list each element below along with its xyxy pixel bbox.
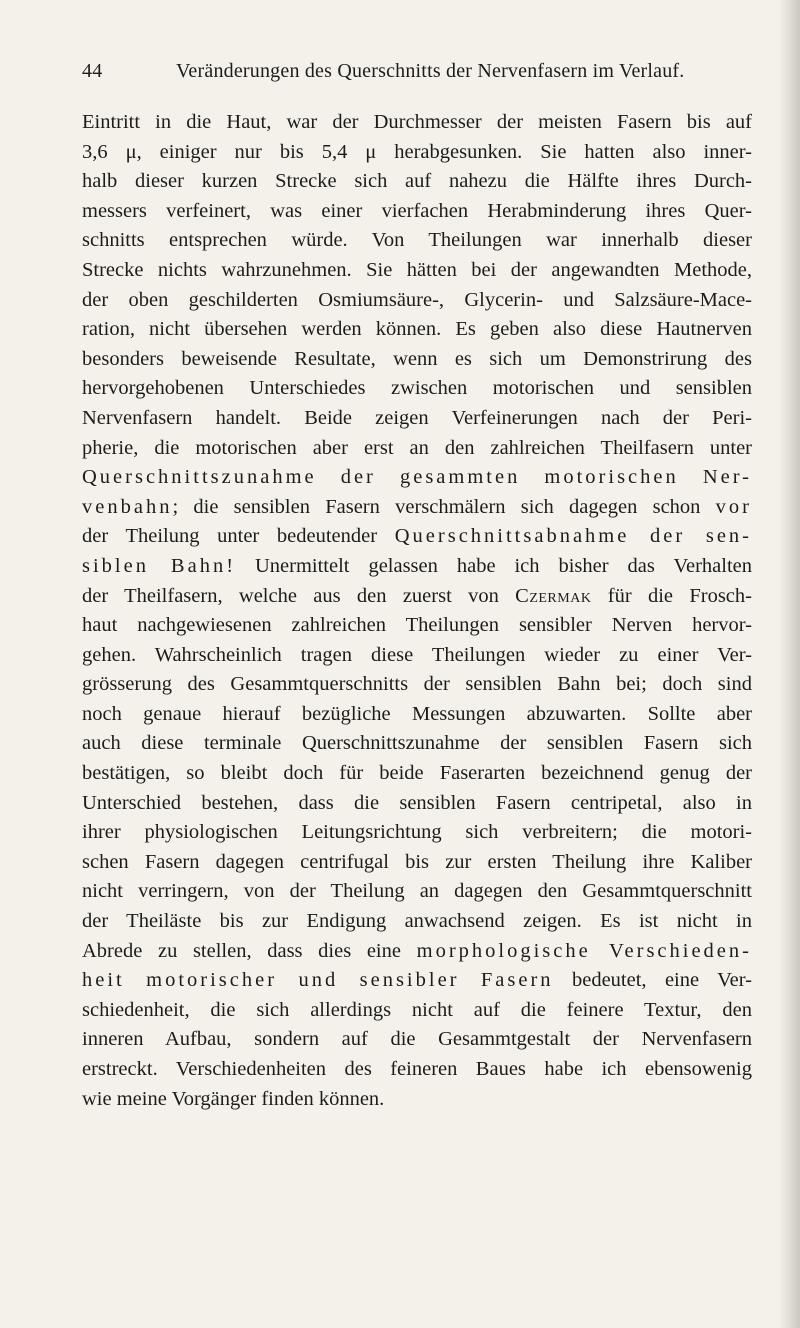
page-number: 44 [82, 60, 103, 82]
spaced-emphasis: vor [715, 495, 752, 518]
running-head: Veränderungen des Querschnitts der Nervenfasern im Verlauf. [176, 60, 685, 82]
text-line: hervorgehobenen Unterschiedes zwischen motorischen und sensiblen [82, 377, 752, 400]
text-line: schnitts entsprechen würde. Von Theilungen war innerhalb dieser [82, 229, 752, 252]
author-name: Czermak [515, 584, 592, 607]
text-line: Eintritt in die Haut, war der Durchmesser der meisten Fasern bis auf [82, 111, 752, 133]
text-line [82, 582, 752, 612]
text-line: Unterschied bestehen, dass die sensiblen Fasern centripetal, also in [82, 791, 752, 814]
text-line: grösserung des Gesammtquerschnitts der sensiblen Bahn bei; doch sind [82, 673, 752, 696]
text-line: pherie, die motorischen aber erst an den zahlreichen Theilfasern unter [82, 436, 752, 459]
spaced-emphasis: Querschnittsabnahme der sen- [394, 525, 752, 548]
text-line: ihrer physiologischen Leitungsrichtung sich verbreitern; die motori- [82, 821, 752, 844]
text-segment: ; die sensiblen Fasern verschmälern sich dagegen schon [172, 495, 716, 518]
text-line: haut nachgewiesenen zahlreichen Theilungen sensibler Nerven hervor- [82, 614, 752, 637]
body-paragraph [82, 108, 752, 1114]
spaced-emphasis: siblen Bahn! [82, 554, 237, 577]
text-segment: der Theilung unter bedeutender [82, 525, 395, 548]
spaced-emphasis: morphologische Verschieden- [416, 939, 752, 962]
text-line: besonders beweisende Resultate, wenn es sich um Demonstrirung des [82, 347, 752, 370]
text-line [82, 966, 752, 996]
text-line: schen Fasern dagegen centrifugal bis zur ersten Theilung ihre Kaliber [82, 850, 752, 873]
spaced-emphasis: heit motorischer und sensibler Fasern [82, 969, 554, 992]
text-line: ration, nicht übersehen werden können. Es geben also diese Hautnerven [82, 318, 752, 341]
text-line: schiedenheit, die sich allerdings nicht auf die feinere Textur, den [82, 998, 752, 1021]
text-line: 3,6 μ, einiger nur bis 5,4 μ herabgesunken. Sie hatten also inner- [82, 140, 752, 163]
text-line: erstreckt. Verschiedenheiten des feineren Baues habe ich ebensowenig [82, 1058, 752, 1080]
text-line: inneren Aufbau, sondern auf die Gesammtgestalt der Nervenfasern [82, 1028, 752, 1051]
spaced-emphasis: venbahn [82, 495, 173, 518]
page-header [82, 60, 746, 90]
text-line: bestätigen, so bleibt doch für beide Faserarten bezeichnend genug der [82, 762, 752, 785]
text-segment: Unermittelt gelassen habe ich bisher das Verhalten [236, 554, 752, 577]
text-line: nicht verringern, von der Theilung an dagegen den Gesammtquerschnitt [82, 880, 752, 903]
spaced-emphasis: Querschnittszunahme der gesammten motorischen Ner- [82, 466, 752, 489]
page-edge-shadow [778, 0, 800, 1328]
text-line: Nervenfasern handelt. Beide zeigen Verfeinerungen nach der Peri- [82, 406, 752, 429]
text-line: messers verfeinert, was einer vierfachen Herabminderung ihres Quer- [82, 199, 752, 222]
text-line: der oben geschilderten Osmiumsäure-, Glycerin- und Salzsäure-Mace- [82, 288, 752, 311]
text-segment: der Theilfasern, welche aus den zuerst von [82, 584, 516, 607]
text-line: halb dieser kurzen Strecke sich auf nahezu die Hälfte ihres Durch- [82, 170, 752, 193]
text-line: wie meine Vorgänger finden können. [82, 1087, 385, 1110]
text-line [82, 522, 752, 552]
text-line [82, 463, 752, 493]
text-line: noch genaue hierauf bezügliche Messungen abzuwarten. Sollte aber [82, 702, 752, 725]
text-line: auch diese terminale Querschnittszunahme der sensiblen Fasern sich [82, 732, 752, 755]
text-segment: Abrede zu stellen, dass dies eine [82, 939, 417, 962]
text-line [82, 937, 752, 967]
text-segment: für die Frosch- [591, 584, 752, 607]
text-segment: bedeutet, eine Ver- [553, 969, 752, 992]
text-line: Strecke nichts wahrzunehmen. Sie hätten bei der angewandten Methode, [82, 258, 752, 281]
text-line: der Theiläste bis zur Endigung anwachsend zeigen. Es ist nicht in [82, 910, 752, 933]
text-line [82, 493, 752, 523]
text-line: gehen. Wahrscheinlich tragen diese Theilungen wieder zu einer Ver- [82, 643, 752, 666]
text-line [82, 552, 752, 582]
